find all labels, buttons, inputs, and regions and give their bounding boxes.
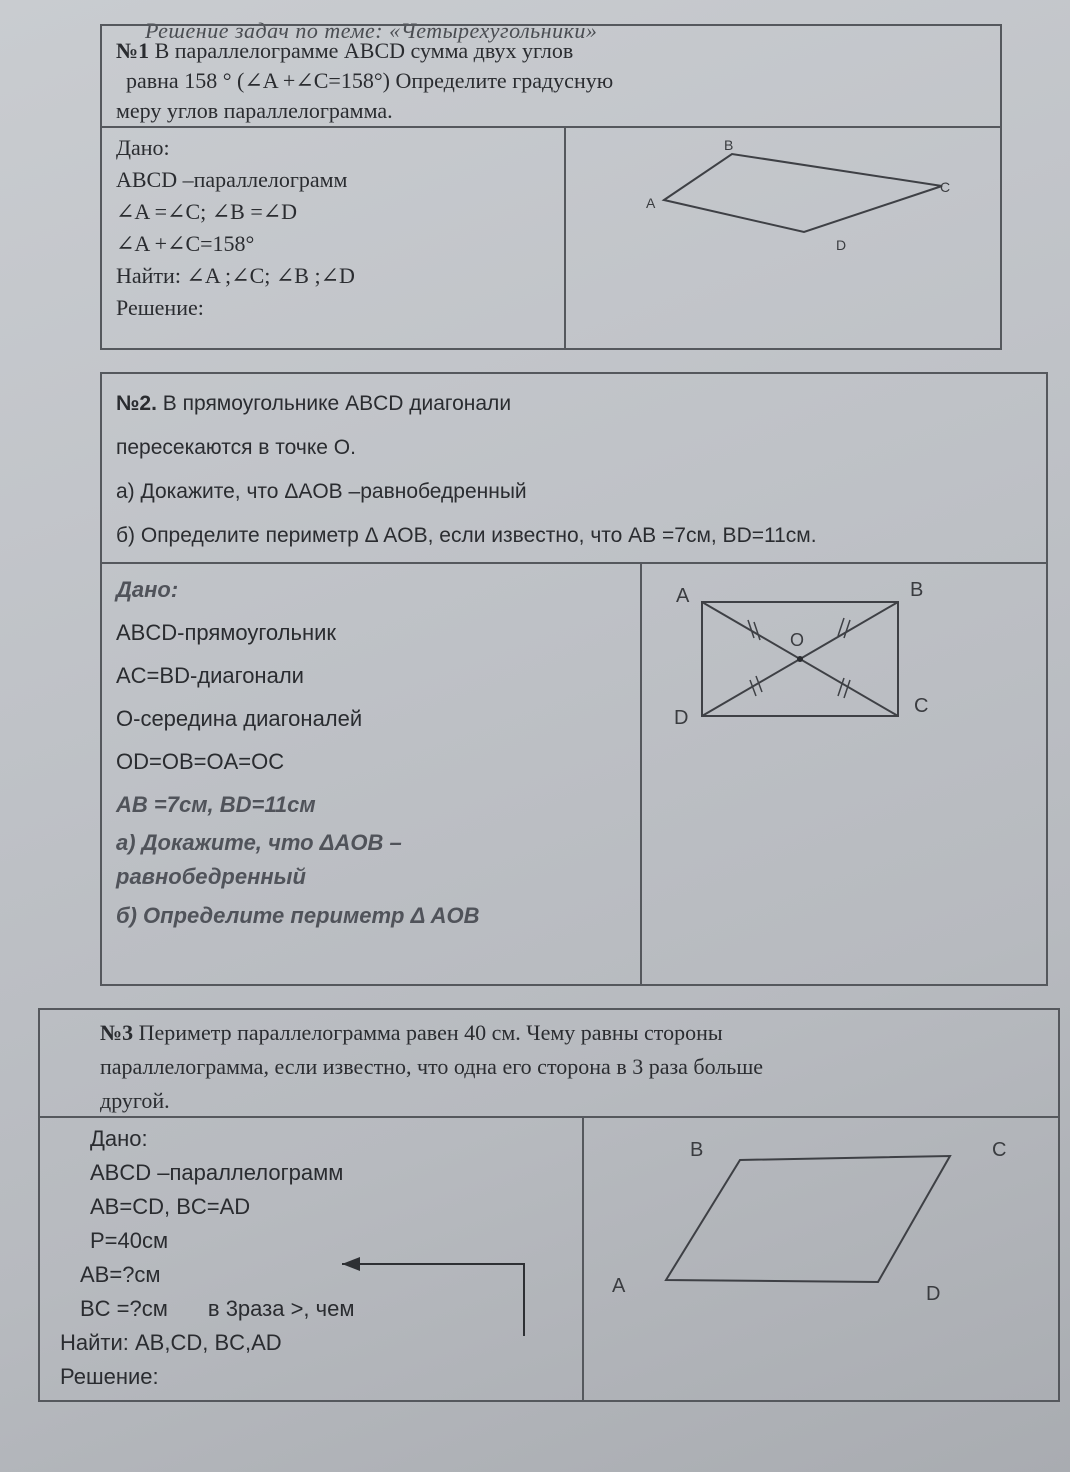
solution-label: Решение: (116, 295, 204, 320)
vertex-label-c: C (992, 1139, 1007, 1161)
task-3-statement-line3: другой. (100, 1088, 170, 1113)
task-1-statement-line3: меру углов параллелограмма. (116, 98, 393, 123)
task-2 (100, 372, 1048, 986)
vertex-label-d: D (926, 1283, 941, 1305)
task-2-statement-line1: В прямоугольнике ABCD диагонали (162, 392, 512, 415)
given-line: ∠A =∠C; ∠B =∠D (116, 199, 298, 224)
task-2-statement-line4: б) Определите периметр Δ AOB, если известно, что AB =7см, BD=11см. (116, 524, 817, 547)
task-1 (100, 24, 1002, 350)
vertex-label-b: B (910, 579, 924, 601)
task-1-number: №1 (116, 38, 150, 63)
given-line: ABCD-прямоугольник (116, 620, 337, 645)
question-a-cont: равнобедренный (116, 864, 306, 889)
given-line: ABCD –параллелограмм (116, 167, 348, 192)
vertex-label-d: D (836, 237, 847, 253)
vertex-label-c: C (914, 695, 929, 717)
relation-note: в 3раза >, чем (207, 1296, 355, 1321)
given-label: Дано: (90, 1126, 148, 1151)
task-3-statement (40, 1010, 1058, 1118)
question-b: б) Определите периметр Δ AOB (116, 903, 480, 928)
given-label: Дано: (116, 135, 170, 160)
vertex-label-a: A (676, 585, 690, 607)
vertex-label-b: B (690, 1139, 704, 1161)
given-line: ABCD –параллелограмм (90, 1160, 344, 1185)
center-label-o: O (790, 630, 805, 650)
vertex-label-d: D (674, 707, 689, 729)
arrow-annotation (280, 1256, 540, 1346)
vertex-label-c: C (940, 179, 951, 195)
task-2-statement (102, 374, 1046, 564)
parallelogram-figure-1 (564, 126, 1000, 348)
page-title: Решение задач по теме: «Четырехугольники» (145, 18, 598, 43)
given-line: AB =7см, BD=11см (116, 792, 316, 817)
given-label: Дано: (116, 577, 179, 602)
task-1-statement-line1: В параллелограмме ABCD сумма двух углов (154, 38, 574, 63)
task-3-number: №3 (100, 1020, 134, 1045)
given-line: ∠A +∠C=158° (116, 231, 255, 256)
given-line: P=40см (90, 1228, 169, 1253)
vertex-label-a: A (612, 1275, 626, 1297)
task-3-figure (580, 1116, 1058, 1400)
task-2-given-column (102, 562, 642, 984)
given-line: AB=?см (80, 1262, 161, 1287)
task-3-statement-line2: параллелограмма, если известно, что одна его сторона в 3 раза больше (100, 1054, 764, 1079)
bc-unknown: BC =?см (80, 1296, 168, 1321)
question-a: а) Докажите, что ΔAOB – (116, 830, 402, 855)
rectangle-figure (638, 562, 1046, 762)
given-line: OD=OB=OA=OC (116, 749, 285, 774)
vertex-label-b: B (724, 137, 734, 153)
given-line: AB=CD, BC=AD (90, 1194, 251, 1219)
parallelogram-figure-3 (580, 1116, 1058, 1402)
task-3 (38, 1008, 1060, 1402)
find-line: Найти: AB,CD, BC,AD (60, 1330, 282, 1355)
task-3-statement-line1: Периметр параллелограмма равен 40 см. Чему равны стороны (138, 1020, 723, 1045)
task-1-statement-line2: равна 158 ° (∠A +∠C=158°) Определите градусную (126, 68, 614, 93)
given-line: AC=BD-диагонали (116, 663, 304, 688)
find-line: Найти: ∠A ;∠C; ∠B ;∠D (116, 263, 355, 288)
task-2-statement-line3: а) Докажите, что ΔAOB –равнобедренный (116, 480, 527, 503)
task-1-figure (564, 126, 1000, 348)
task-2-figure (638, 562, 1046, 984)
vertex-label-a: A (646, 195, 656, 211)
task-2-number: №2. (116, 392, 157, 415)
solution-label: Решение: (60, 1364, 159, 1389)
task-3-given-column (40, 1116, 584, 1400)
task-1-given-column (102, 126, 566, 348)
task-1-statement (102, 26, 1000, 128)
task-2-statement-line2: пересекаются в точке O. (116, 436, 356, 459)
given-line: O-середина диагоналей (116, 706, 363, 731)
